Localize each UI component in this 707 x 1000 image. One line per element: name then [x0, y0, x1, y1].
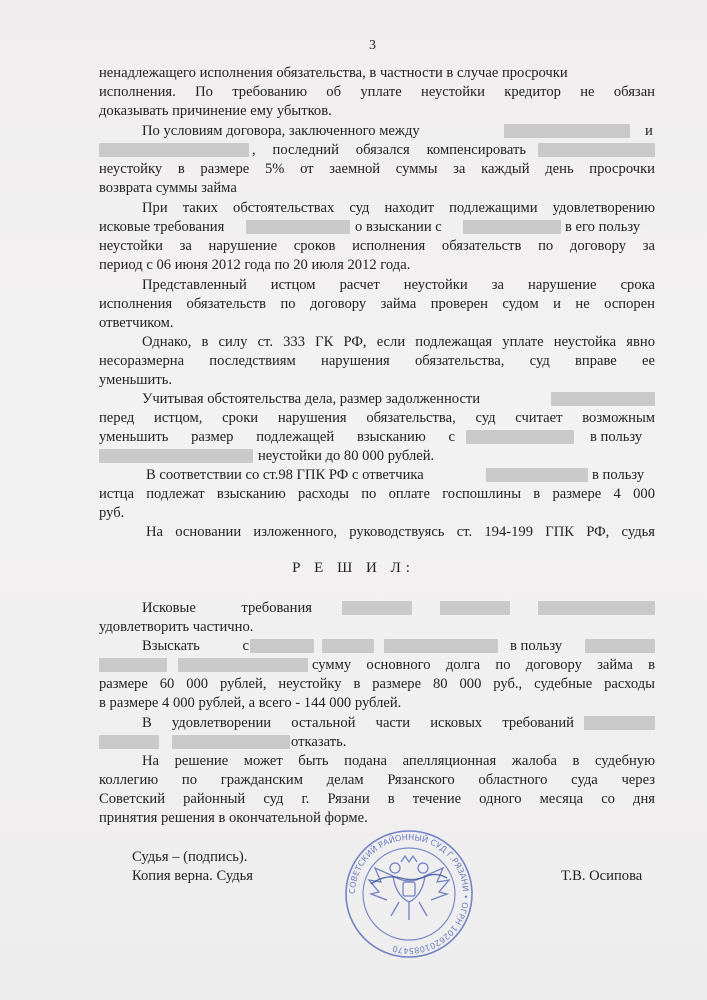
text-line: принятия решения в окончательной форме. [99, 810, 368, 826]
text-line: уменьшить. [99, 372, 173, 388]
page-number: 3 [369, 38, 376, 53]
stamp-outer-ring [346, 831, 472, 957]
copy-certified-line: Копия верна. Судья [132, 868, 253, 884]
text-line: о взыскании с [355, 219, 442, 235]
text-line: в размере 4 000 рублей, а всего - 144 000 рублей. [99, 695, 402, 711]
redacted-name [384, 639, 498, 653]
text-line: неустойки до 80 000 рублей. [258, 448, 435, 464]
redacted-name [440, 601, 510, 615]
redacted-name [99, 658, 167, 672]
text-line: По условиям договора, заключенного между [142, 123, 420, 139]
text-line: руб. [99, 505, 125, 521]
text-line: коллегию по гражданским делам Рязанского областного суда через [99, 772, 655, 788]
text-line: Учитывая обстоятельства дела, размер задолженности [142, 391, 481, 407]
text-line: уменьшить размер подлежащей взысканию с [99, 429, 455, 445]
text-line: Советский районный суд г. Рязани в течение одного месяца со дня [99, 791, 655, 807]
text-line: Исковые требования [142, 600, 312, 616]
text-line: В соответствии со ст.98 ГПК РФ с ответчика [146, 467, 424, 483]
redacted-name [466, 430, 574, 444]
text-line: отказать. [291, 734, 347, 750]
text-line: удовлетворить частично. [99, 619, 254, 635]
text-line: возврата суммы займа [99, 180, 237, 196]
redacted-name [585, 639, 655, 653]
text-line: исполнения. По требованию об уплате неустойки кредитор не обязан [99, 84, 655, 100]
judge-signature-line: Судья – (подпись). [132, 849, 248, 865]
text-line: ответчиком. [99, 315, 174, 331]
text-line: На решение может быть подана апелляционная жалоба в судебную [142, 753, 655, 769]
text-line: период с 06 июня 2012 года по 20 июля 2012 года. [99, 257, 411, 273]
redacted-name [178, 658, 308, 672]
redacted-name [172, 735, 290, 749]
redacted-name [99, 143, 249, 157]
redacted-name [322, 639, 374, 653]
text-line: в пользу [510, 638, 563, 654]
text-line: размере 60 000 рублей, неустойку в размере 80 000 руб., судебные расходы [99, 676, 655, 692]
decision-heading: Р Е Ш И Л: [292, 560, 415, 576]
text-line: в его пользу [565, 219, 641, 235]
double-headed-eagle-icon [369, 856, 449, 920]
text-line: истца подлежат взысканию расходы по оплате госпошлины в размере 4 000 [99, 486, 655, 502]
stamp-ring-text: СОВЕТСКИЙ РАЙОННЫЙ СУД Г.РЯЗАНИ • ОГРН 1026201085470 [346, 831, 472, 957]
text-line: исполнения обязательств по договору займа проверен судом и не оспорен [99, 296, 655, 312]
text-line: несоразмерна последствиям нарушения обязательства, суд вправе ее [99, 353, 655, 369]
text-line: ненадлежащего исполнения обязательства, в частности в случае просрочки [99, 65, 568, 81]
text-line: в пользу [592, 467, 645, 483]
text-line: перед истцом, сроки нарушения обязательства, суд считает возможным [99, 410, 655, 426]
text-line: доказывать причинение ему убытков. [99, 103, 332, 119]
text-line: неустойки за нарушение сроков исполнения обязательств по договору за [99, 238, 655, 254]
text-line: , последний обязался компенсировать [252, 142, 526, 158]
text-line: Взыскать с [142, 638, 249, 654]
text-line: Представленный истцом расчет неустойки за нарушение срока [142, 277, 655, 293]
redacted-name [99, 735, 159, 749]
redacted-name [538, 601, 655, 615]
judge-name: Т.В. Осипова [561, 868, 643, 884]
redacted-name [504, 124, 630, 138]
text-line: При таких обстоятельствах суд находит подлежащими удовлетворению [142, 200, 655, 216]
redacted-name [486, 468, 588, 482]
text-line: неустойку в размере 5% от заемной суммы за каждый день просрочки [99, 161, 655, 177]
text-line: и [645, 123, 653, 139]
text-line: Однако, в силу ст. 333 ГК РФ, если подлежащая уплате неустойка явно [142, 334, 655, 350]
redacted-name [246, 220, 350, 234]
text-line: сумму основного долга по договору займа в [312, 657, 655, 673]
redacted-name [342, 601, 412, 615]
text-line: в пользу [590, 429, 643, 445]
court-seal-stamp [343, 828, 475, 960]
text-line: В удовлетворении остальной части исковых требований [142, 715, 574, 731]
redacted-name [538, 143, 655, 157]
text-line: исковые требования [99, 219, 225, 235]
redacted-name [250, 639, 314, 653]
redacted-name [584, 716, 655, 730]
redacted-name [551, 392, 655, 406]
text-line: На основании изложенного, руководствуясь ст. 194-199 ГПК РФ, судья [146, 524, 655, 540]
redacted-name [463, 220, 561, 234]
redacted-name [99, 449, 253, 463]
